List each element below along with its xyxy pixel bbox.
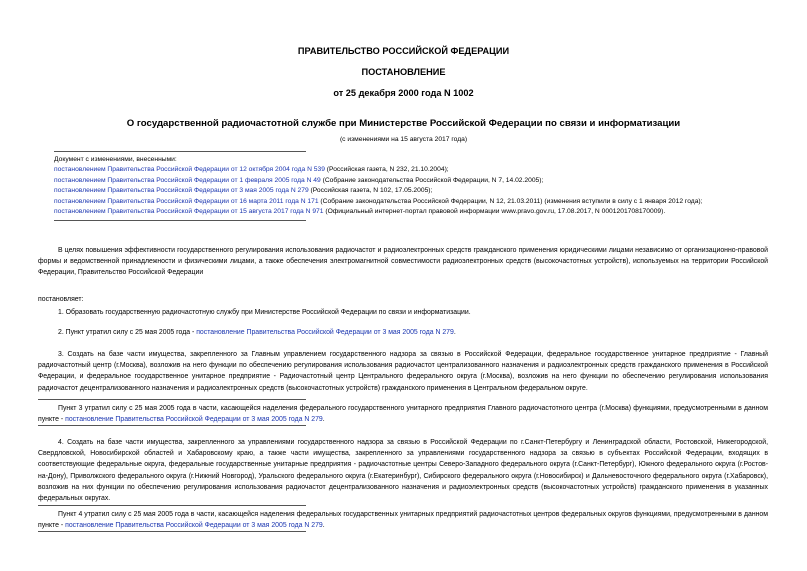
divider <box>38 531 306 532</box>
preamble-paragraph: В целях повышения эффективности государственного регулирования использования радиочастот и радиоэлектронных средств гражданского применения юридическими лицами независимо от организационно-правовой формы и ведомственной принадлежности и физическими лицами, а также обеспечения электромагнитной совместимости радиоэлектронных средств (высокочастотных устройств), используемых на территории Российской Федерации, Правительство Российской Федерации <box>38 247 768 277</box>
note-3-end: . <box>322 416 325 424</box>
document-title: О государственной радиочастотной службе при Министерстве Российской Федерации по связи и информатизации <box>126 118 681 129</box>
amendment-source: (Собрание законодательства Российской Федерации, N 12, 21.03.2011) (изменения вступили в силу с 1 января 2012 года); <box>318 197 703 205</box>
note-4-paragraph <box>38 509 768 531</box>
divider <box>38 399 306 400</box>
item-1-paragraph: 1. Образовать государственную радиочастотную службу при Министерстве Российской Федерации по связи и информатизации. <box>58 309 471 316</box>
note-3-text: Пункт 3 утратил силу с 25 мая 2005 года в части, касающейся наделения федерального государственного унитарного предприятия Главного радиочастотного центра (г.Москва) функциями, предусмотренными в данном пункте - <box>38 405 768 424</box>
amendment-link[interactable]: постановлением Правительства Российской Федерации от 15 августа 2017 года N 971 <box>54 208 324 216</box>
resolves-text: постановляет: <box>38 296 84 303</box>
repeal-link[interactable]: постановление Правительства Российской Федерации от 3 мая 2005 года N 279 <box>65 416 323 424</box>
document-type-heading: ПОСТАНОВЛЕНИЕ <box>361 67 446 77</box>
item-2-end: . <box>453 329 456 336</box>
list-item <box>54 165 768 175</box>
amendment-source: (Российская газета, N 102, 17.05.2005); <box>308 187 433 195</box>
government-heading: ПРАВИТЕЛЬСТВО РОССИЙСКОЙ ФЕДЕРАЦИИ <box>297 46 510 56</box>
date-number-heading: от 25 декабря 2000 года N 1002 <box>333 88 474 98</box>
note-3-paragraph <box>38 403 768 425</box>
note-4-text: Пункт 4 утратил силу с 25 мая 2005 года в части, касающейся наделения федеральных государственных унитарных предприятий радиочастотных центров федеральных округов функциями, предусмотренными в данном пункте - <box>38 511 768 530</box>
amendment-link[interactable]: постановлением Правительства Российской Федерации от 3 мая 2005 года N 279 <box>54 187 309 195</box>
revision-note: (с изменениями на 15 августа 2017 года) <box>339 136 468 143</box>
amendment-source: (Российская газета, N 232, 21.10.2004); <box>324 166 449 174</box>
amendment-link[interactable]: постановлением Правительства Российской Федерации от 1 февраля 2005 года N 49 <box>54 176 321 184</box>
divider <box>38 425 306 426</box>
amendment-link[interactable]: постановлением Правительства Российской Федерации от 16 марта 2011 года N 171 <box>54 197 319 205</box>
item-2-paragraph <box>38 327 768 338</box>
list-item <box>54 207 768 217</box>
changes-intro: Документ с изменениями, внесенными: <box>54 156 177 163</box>
amendment-source: (Собрание законодательства Российской Федерации, N 7, 14.02.2005); <box>320 176 544 184</box>
amendment-link[interactable]: постановлением Правительства Российской Федерации от 12 октября 2004 года N 539 <box>54 166 325 174</box>
changes-list <box>54 155 768 217</box>
repeal-link[interactable]: постановление Правительства Российской Федерации от 3 мая 2005 года N 279 <box>196 329 454 336</box>
divider <box>54 220 306 221</box>
repeal-link[interactable]: постановление Правительства Российской Федерации от 3 мая 2005 года N 279 <box>65 522 323 530</box>
note-4-end: . <box>322 522 325 530</box>
list-item <box>54 197 768 207</box>
list-item <box>54 176 768 186</box>
amendment-source: (Официальный интернет-портал правовой информации www.pravo.gov.ru, 17.08.2017, N 0001201708170009). <box>323 208 666 216</box>
list-item <box>54 186 768 196</box>
item-2-text: 2. Пункт утратил силу с 25 мая 2005 года - <box>58 329 197 336</box>
item-4-paragraph: 4. Создать на базе части имущества, закрепленного за управлениями государственного надзора за связью в Российской Федерации по г.Санкт-Петербургу и Ленинградской области, Ростовской, Нижегородской, Свердловской, Новосибирской областей и Хабаровскому краю, а также части имущества, закрепленного за управлениями государственного надзора за связью в субъектах Российской Федерации, входящих в соответствующие федеральные округа, федеральные государственные унитарные предприятия - радиочастотные центры Северо-Западного федерального округа (г.Санкт-Петербург), Южного федерального округа (г.Ростов-на-Дону), Приволжского федерального округа (г.Нижний Новгород), Уральского федерального округа (г.Екатеринбург), Сибирского федерального округа (г.Новосибирск) и Дальневосточного федерального округа (г.Хабаровск), возложив на них функции по обеспечению регулирования использования радиочастот децентрализованного назначения и радиоэлектронных средств (высокочастотных устройств) гражданского применения в указанных федеральных округах. <box>38 439 768 503</box>
item-3-paragraph: 3. Создать на базе части имущества, закрепленного за Главным управлением государственного надзора за связью в Российской Федерации, федеральное государственное унитарное предприятие - Главный радиочастотный центр (г.Москва), возложив на него функции по обеспечению регулирования использования радиочастот централизованного назначения и радиоэлектронных средств гражданского применения в Российской Федерации, и федеральное государственное унитарное предприятие - Радиочастотный центр Центрального федерального округа (г.Москва), возложив на него функции по обеспечению регулирования использования радиочастот децентрализованного назначения и радиоэлектронных средств (высокочастотных устройств) гражданского применения в Центральном федеральном округе. <box>38 351 768 392</box>
divider <box>54 151 306 152</box>
divider <box>38 505 306 506</box>
